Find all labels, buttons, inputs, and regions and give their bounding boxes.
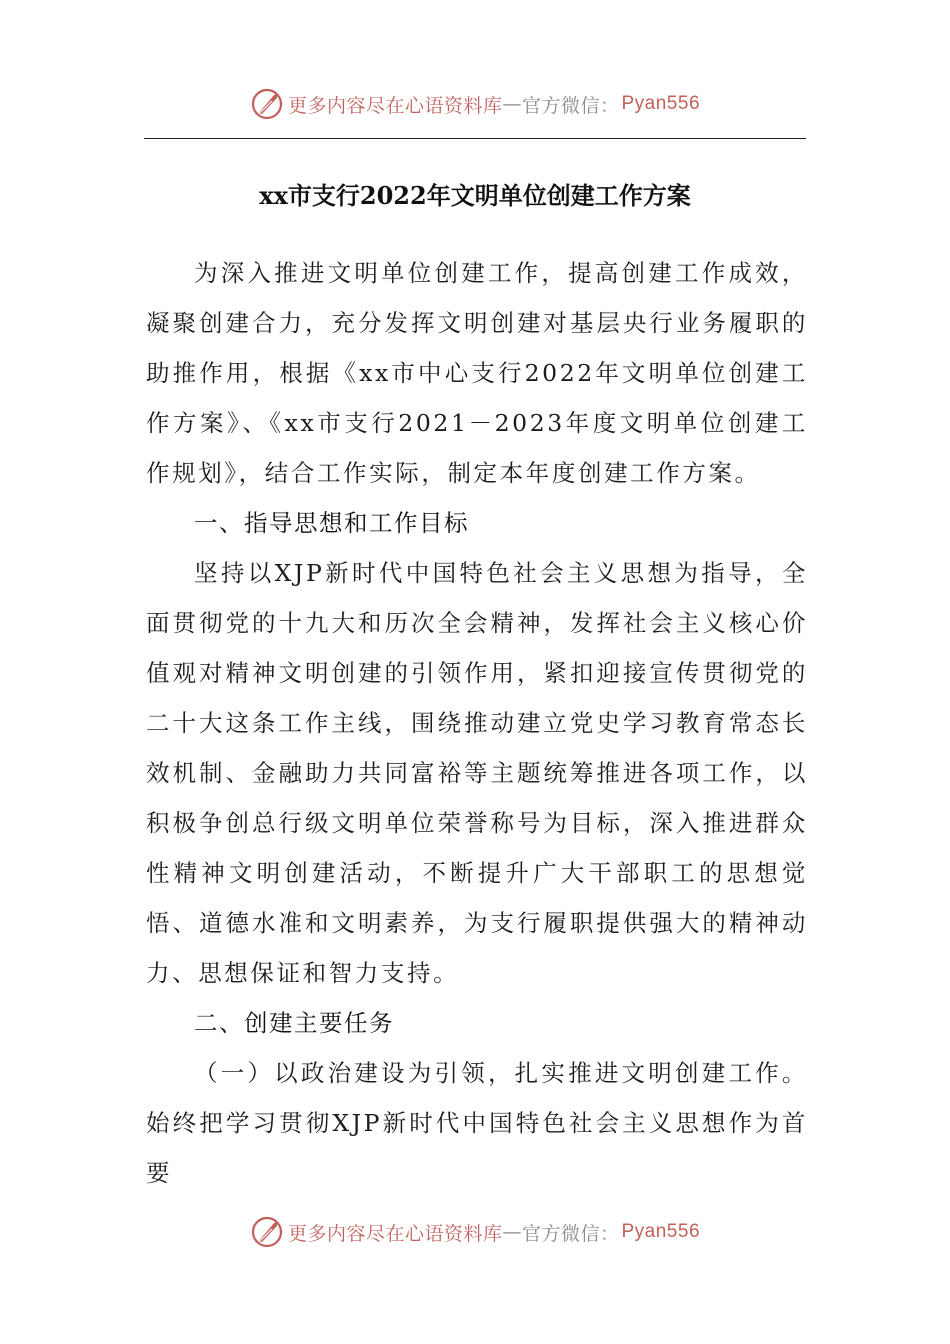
task-paragraph-1: （一）以政治建设为引领，扎实推进文明创建工作。始终把学习贯彻XJP新时代中国特色社会主义思想作为首要 [146, 1059, 808, 1187]
banner-wechat-id: Pyan556 [621, 1221, 701, 1242]
banner-dash: — [502, 93, 522, 115]
document-body [146, 248, 808, 1198]
banner-text: 更多内容尽在心语资料库 [287, 94, 503, 117]
quill-pen-logo-icon [250, 1215, 284, 1249]
banner-wechat-label: 官方微信： [521, 94, 620, 117]
banner-text: 更多内容尽在心语资料库 [287, 1222, 503, 1245]
guiding-paragraph: 坚持以XJP新时代中国特色社会主义思想为指导，全面贯彻党的十九大和历次全会精神，发挥社会主义核心价值观对精神文明创建的引领作用，紧扣迎接宣传贯彻党的二十大这条工作主线，围绕推动建立党史学习教育常态长效机制、金融助力共同富裕等主题统筹推进各项工作，以积极争创总行级文明单位荣誉称号为目标，深入推进群众性精神文明创建活动，不断提升广大干部职工的思想觉悟、道德水准和文明素养，为支行履职提供强大的精神动力、思想保证和智力支持。 [146, 559, 808, 987]
banner-wechat-id: Pyan556 [621, 93, 701, 114]
section-heading-1: 一、指导思想和工作目标 [194, 509, 469, 537]
intro-paragraph: 为深入推进文明单位创建工作，提高创建工作成效，凝聚创建合力，充分发挥文明创建对基层央行业务履职的助推作用，根据《xx市中心支行2022年文明单位创建工作方案》、《xx市支行2021－2023年度文明单位创建工作规划》，结合工作实际，制定本年度创建工作方案。 [146, 259, 808, 487]
header-banner [0, 84, 950, 124]
banner-dash: — [502, 1221, 522, 1243]
footer-banner [0, 1212, 950, 1252]
quill-pen-logo-icon [250, 87, 284, 121]
header-divider [144, 138, 806, 139]
document-title: xx市支行2022年文明单位创建工作方案 [259, 181, 691, 210]
banner-wechat-label: 官方微信： [521, 1222, 620, 1245]
section-heading-2: 二、创建主要任务 [194, 1009, 394, 1037]
